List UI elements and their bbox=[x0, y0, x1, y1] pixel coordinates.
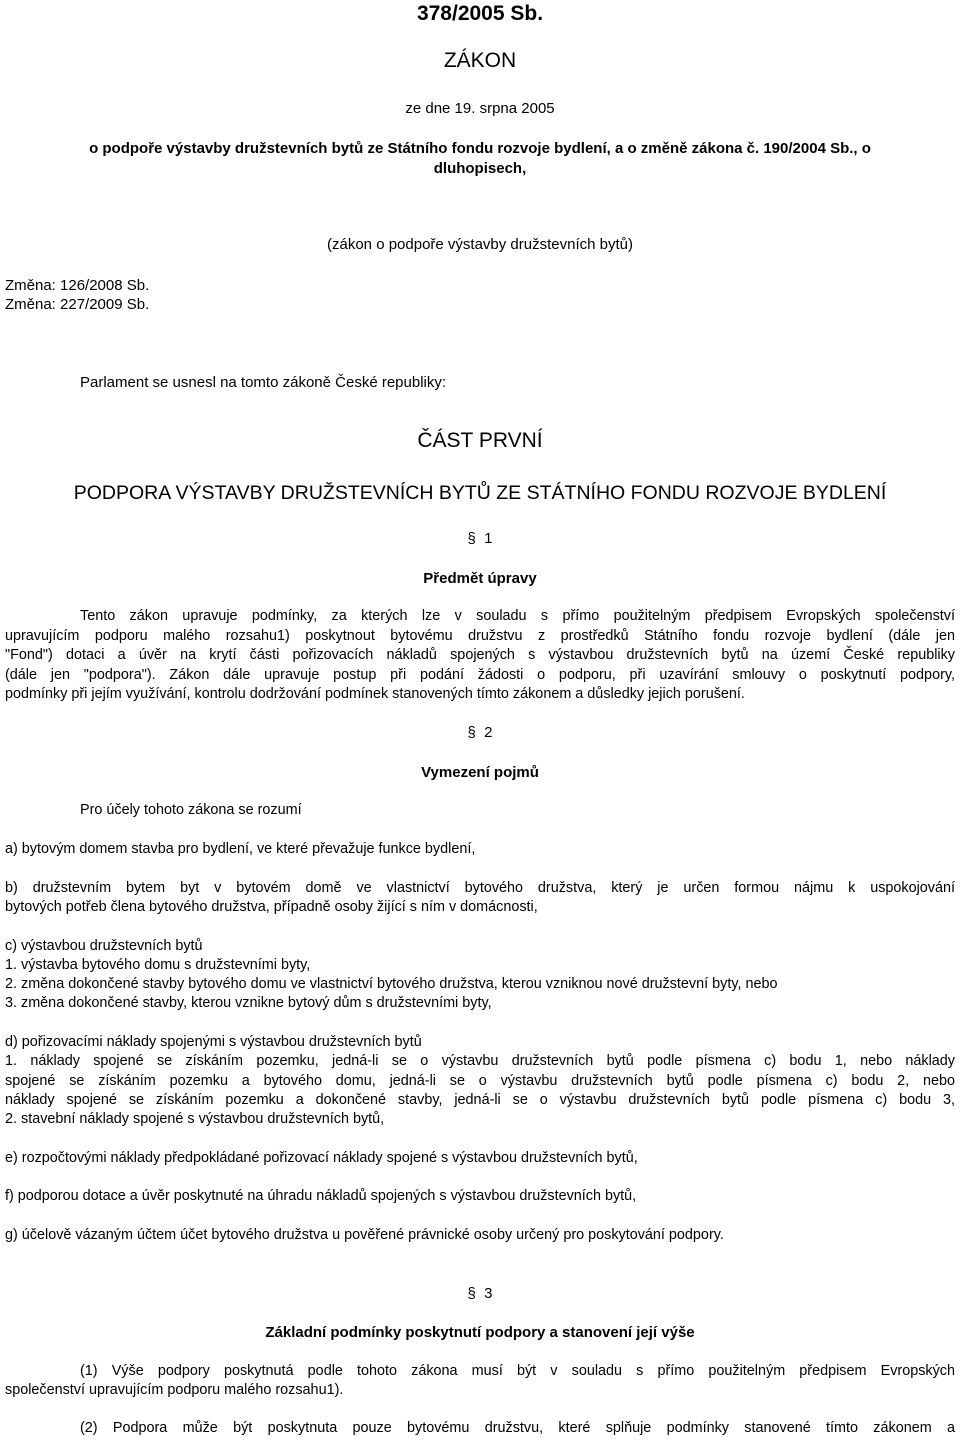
section-3-heading bbox=[0, 1284, 960, 1303]
section-1-line-5: podmínky při jejím využívání, kontrolu dodržování podmínek stanovených tímto zákonem a důsledky jejich porušení. bbox=[5, 686, 745, 702]
section-1-line-2: upravujícím podporu malého rozsahu1) poskytnout bytovému družstvu z prostředků Státního fondu rozvoje bydlení (dále jen bbox=[5, 628, 955, 644]
law-title-line2: dluhopisech, bbox=[433, 160, 527, 177]
section-3-p2-line-1: (2) Podpora může být poskytnuta pouze bytovému družstvu, které splňuje podmínky stanovené tímto zákonem a bbox=[80, 1420, 955, 1436]
section-sign: § bbox=[467, 530, 476, 547]
definition-d-line-2: 1. náklady spojené se získáním pozemku, jedná-li se o výstavbu družstevních bytů podle písmena c) bodu 1, nebo náklady bbox=[5, 1053, 955, 1069]
definition-b-line-1: b) družstevním bytem byt v bytovém domě ve vlastnictví bytového družstva, který je určen formou nájmu k uspokojování bbox=[5, 880, 955, 896]
definition-c-line-3: 2. změna dokončené stavby bytového domu ve vlastnictví bytového družstva, kterou vzniknou nové družstevní byty, nebo bbox=[5, 976, 778, 992]
definition-c-line-2: 1. výstavba bytového domu s družstevními byty, bbox=[5, 957, 311, 973]
preamble: Parlament se usnesl na tomto zákoně České republiky: bbox=[80, 374, 447, 391]
section-2-number: 2 bbox=[484, 724, 493, 741]
law-short-title: (zákon o podpoře výstavby družstevních bytů) bbox=[327, 236, 633, 253]
section-2-title: Vymezení pojmů bbox=[421, 764, 539, 781]
definition-g: g) účelově vázaným účtem účet bytového družstva u pověřené právnické osoby určený pro poskytování podpory. bbox=[5, 1227, 724, 1243]
section-1-number: 1 bbox=[484, 530, 493, 547]
definition-d-line-4: náklady spojené se získáním pozemku a dokončené stavby, jedná-li se o výstavbu družstevních bytů podle písmena c) bodu 3, bbox=[5, 1092, 955, 1108]
definition-e: e) rozpočtovými náklady předpokládané pořizovací náklady spojené s výstavbou družstevních bytů, bbox=[5, 1150, 638, 1166]
section-1-title: Předmět úpravy bbox=[423, 570, 537, 587]
section-3-number: 3 bbox=[484, 1285, 493, 1302]
section-2-intro: Pro účely tohoto zákona se rozumí bbox=[80, 802, 302, 818]
amendment-1: Změna: 126/2008 Sb. bbox=[5, 277, 150, 294]
definition-c-line-4: 3. změna dokončené stavby, kterou vznikne bytový dům s družstevními byty, bbox=[5, 995, 492, 1011]
section-1-heading bbox=[0, 529, 960, 548]
law-number: 378/2005 Sb. bbox=[416, 2, 544, 25]
section-3-p1-line-1: (1) Výše podpory poskytnutá podle tohoto zákona musí být v souladu s přímo použitelným předpisem Evropských bbox=[80, 1363, 955, 1379]
definition-c-line-1: c) výstavbou družstevních bytů bbox=[5, 938, 203, 954]
part-label: ČÁST PRVNÍ bbox=[417, 429, 543, 452]
definition-b-line-2: bytových potřeb člena bytového družstva, případně osoby žijící s ním v domácnosti, bbox=[5, 899, 538, 915]
section-sign: § bbox=[467, 1285, 476, 1302]
amendment-2: Změna: 227/2009 Sb. bbox=[5, 296, 150, 313]
section-2-heading bbox=[0, 723, 960, 742]
definition-a: a) bytovým domem stavba pro bydlení, ve které převažuje funkce bydlení, bbox=[5, 841, 476, 857]
section-sign: § bbox=[467, 724, 476, 741]
definition-d-line-1: d) pořizovacími náklady spojenými s výstavbou družstevních bytů bbox=[5, 1034, 422, 1050]
section-1-line-3: "Fond") dotaci a úvěr na krytí části pořizovacích nákladů spojených s výstavbou družstevních bytů na území České republiky bbox=[5, 647, 955, 663]
law-date: ze dne 19. srpna 2005 bbox=[405, 100, 555, 117]
definition-f: f) podporou dotace a úvěr poskytnuté na úhradu nákladů spojených s výstavbou družstevních bytů, bbox=[5, 1188, 637, 1204]
section-1-line-4: (dále jen "podpora"). Zákon dále upravuje postup při podání žádosti o podporu, při uzavírání smlouvy o poskytnutí podpory, bbox=[5, 667, 955, 683]
law-type: ZÁKON bbox=[443, 49, 517, 72]
definition-d-line-3: spojené se získáním pozemku a bytového domu, jedná-li se o výstavbu družstevních bytů podle písmena c) bodu 2, nebo bbox=[5, 1073, 955, 1089]
part-title: PODPORA VÝSTAVBY DRUŽSTEVNÍCH BYTŮ ZE STÁTNÍHO FONDU ROZVOJE BYDLENÍ bbox=[73, 482, 887, 504]
section-3-title: Základní podmínky poskytnutí podpory a stanovení její výše bbox=[265, 1324, 695, 1341]
section-1-line-1: Tento zákon upravuje podmínky, za kterých lze v souladu s přímo použitelným předpisem Evropských společenství bbox=[80, 608, 955, 624]
definition-d-line-5: 2. stavební náklady spojené s výstavbou družstevních bytů, bbox=[5, 1111, 385, 1127]
section-3-p1-line-2: společenství upravujícím podporu malého rozsahu1). bbox=[5, 1382, 344, 1398]
law-title-line1: o podpoře výstavby družstevních bytů ze Státního fondu rozvoje bydlení, a o změně zákona č. 190/2004 Sb., o bbox=[89, 140, 871, 157]
